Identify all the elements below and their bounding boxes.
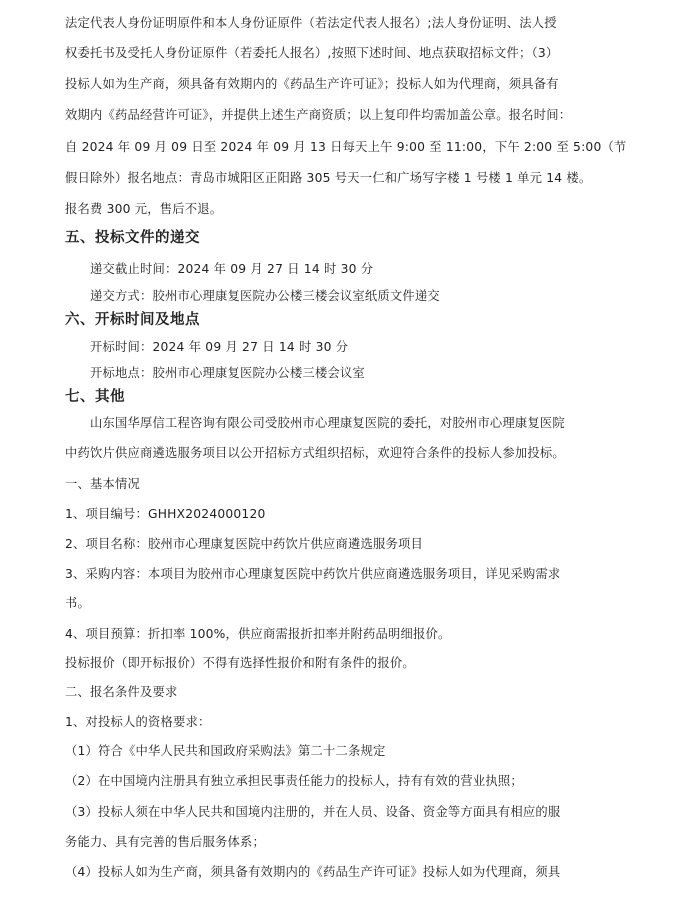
requirement-line: （1）符合《中华人民共和国政府采购法》第二十二条规定 <box>65 744 386 758</box>
section-heading-6: 六、开标时间及地点 <box>65 312 200 328</box>
subsection-title-basic: 一、基本情况 <box>65 477 140 491</box>
paragraph-line: 报名费 300 元，售后不退。 <box>65 202 223 216</box>
bid-quote-note: 投标报价（即开标报价）不得有选择性报价和附有条件的报价。 <box>65 656 415 670</box>
requirement-line: 务能力、具有完善的售后服务体系； <box>65 835 265 849</box>
section-heading-7: 七、其他 <box>65 389 125 405</box>
paragraph-line: 山东国华厚信工程咨询有限公司受胶州市心理康复医院的委托，对胶州市心理康复医院 <box>90 416 565 430</box>
subsection-title-requirements: 二、报名条件及要求 <box>65 685 178 699</box>
project-number: 1、项目编号：GHHX2024000120 <box>65 507 266 521</box>
paragraph-line: 自 2024 年 09 月 09 日至 2024 年 09 月 13 日每天上午 9:00 至 11:00，下午 2:00 至 5:00（节 <box>65 140 627 154</box>
requirement-line: （2）在中国境内注册具有独立承担民事责任能力的投标人，持有有效的营业执照； <box>65 774 523 788</box>
paragraph-line: 效期内《药品经营许可证》，并提供上述生产商资质；以上复印件均需加盖公章。报名时间： <box>65 108 572 122</box>
paragraph-line: 投标人如为生产商，须具备有效期内的《药品生产许可证》；投标人如为代理商，须具备有 <box>65 77 559 91</box>
paragraph-line: 中药饮片供应商遴选服务项目以公开招标方式组织招标，欢迎符合条件的投标人参加投标。 <box>65 446 565 460</box>
paragraph-line: 法定代表人身份证明原件和本人身份证原件（若法定代表人报名）;法人身份证明、法人授 <box>65 16 557 30</box>
submission-method: 递交方式：胶州市心理康复医院办公楼三楼会议室纸质文件递交 <box>90 289 440 303</box>
requirement-line: （3）投标人须在中华人民共和国境内注册的，并在人员、设备、资金等方面具有相应的服 <box>65 805 561 819</box>
project-name: 2、项目名称：胶州市心理康复医院中药饮片供应商遴选服务项目 <box>65 537 423 551</box>
requirement-line: 1、对投标人的资格要求： <box>65 715 211 729</box>
opening-time: 开标时间：2024 年 09 月 27 日 14 时 30 分 <box>90 340 349 354</box>
paragraph-line: 假日除外）报名地点：青岛市城阳区正阳路 305 号天一仁和广场写字楼 1 号楼 1 单元 14 楼。 <box>65 171 592 185</box>
procurement-content-line: 3、采购内容：本项目为胶州市心理康复医院中药饮片供应商遴选服务项目，详见采购需求 <box>65 567 561 581</box>
section-heading-5: 五、投标文件的递交 <box>65 230 200 246</box>
project-budget: 4、项目预算：折扣率 100%，供应商需报折扣率并附药品明细报价。 <box>65 627 451 641</box>
procurement-content-line: 书。 <box>65 596 90 610</box>
opening-place: 开标地点：胶州市心理康复医院办公楼三楼会议室 <box>90 366 365 380</box>
requirement-line: （4）投标人如为生产商，须具备有效期内的《药品生产许可证》投标人如为代理商，须具 <box>65 865 561 879</box>
submission-deadline: 递交截止时间：2024 年 09 月 27 日 14 时 30 分 <box>90 262 374 276</box>
paragraph-line: 权委托书及受托人身份证原件（若委托人报名）,按照下述时间、地点获取招标文件；（3） <box>65 46 559 60</box>
